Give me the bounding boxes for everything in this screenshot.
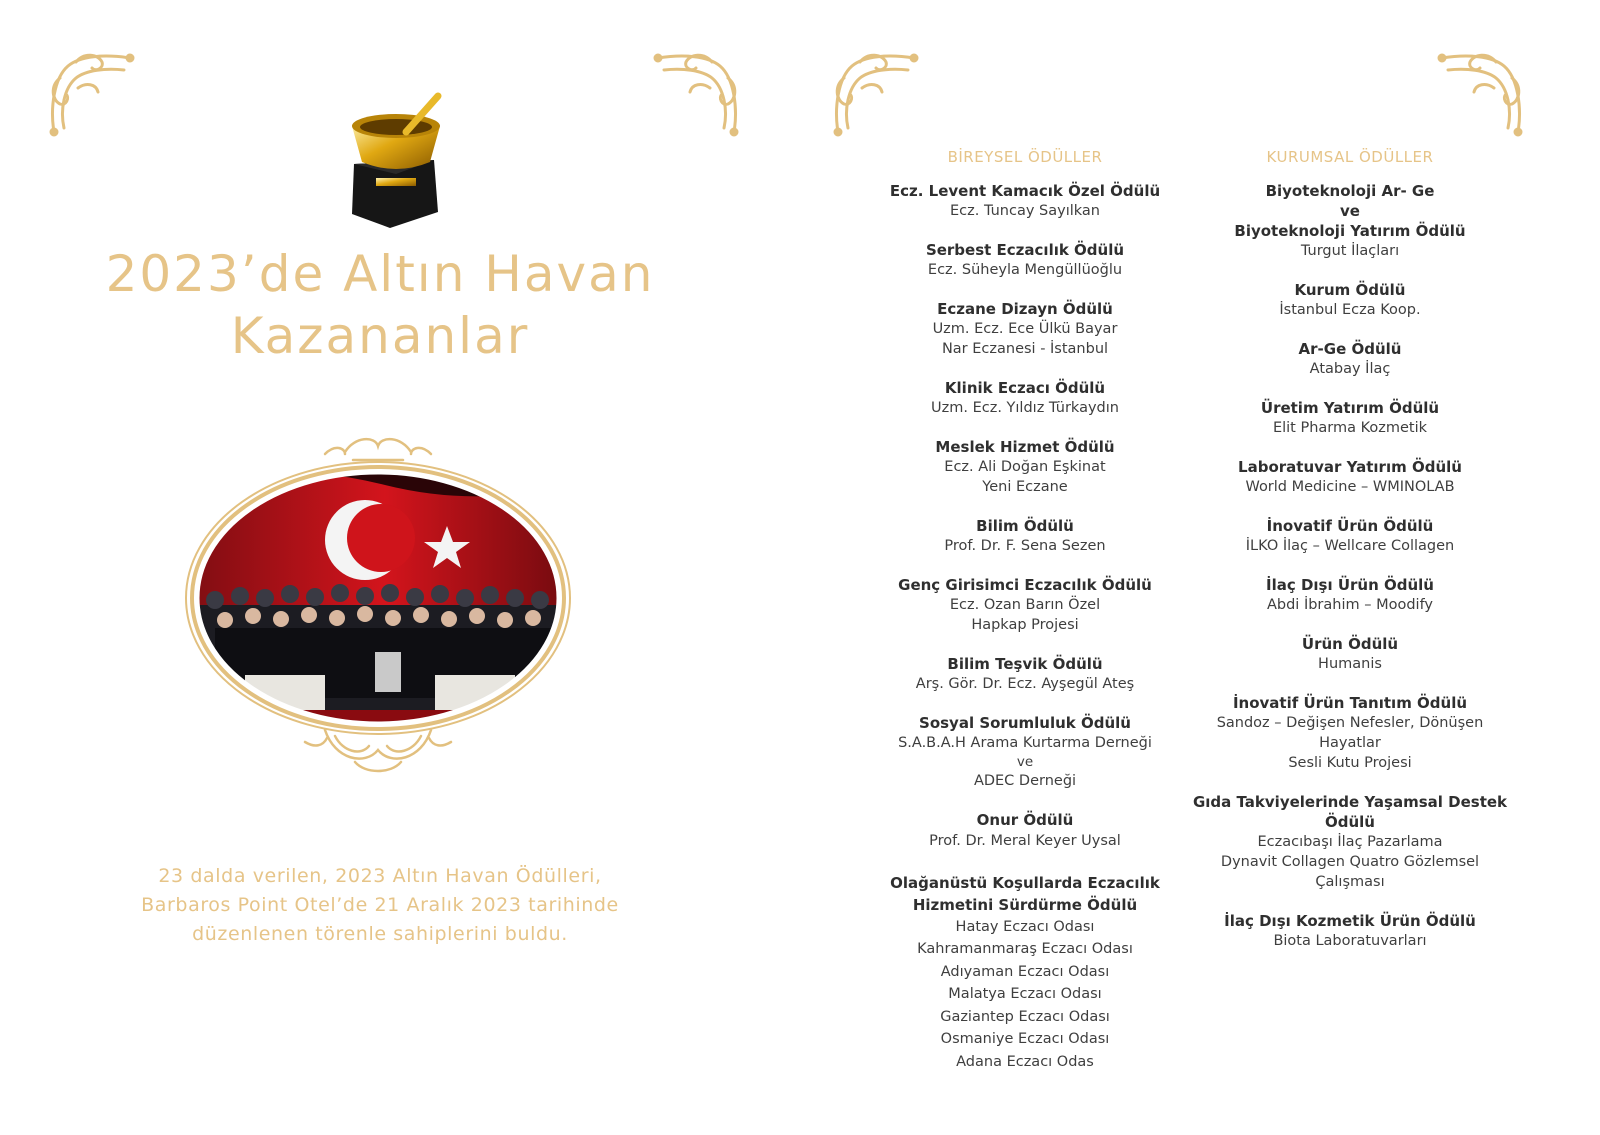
award-item	[1190, 280, 1510, 320]
award-title: Ürün Ödülü	[1301, 635, 1399, 653]
award-item	[880, 240, 1170, 280]
award-recipient: Elit Pharma Kozmetik	[1272, 420, 1428, 436]
award-item	[1190, 457, 1510, 497]
award-recipient: Ecz. Ali Doğan Eşkinat	[944, 459, 1106, 475]
award-item	[1190, 634, 1510, 674]
intro-line: Barbaros Point Otel’de 21 Aralık 2023 tarihinde	[141, 894, 619, 916]
title-line: Kazananlar	[230, 307, 530, 365]
award-recipient: Adıyaman Eczacı Odası	[940, 963, 1110, 980]
award-title: İnovatif Ürün Tanıtım Ödülü	[1232, 694, 1468, 712]
corner-ornament-icon	[830, 48, 920, 138]
award-item	[880, 654, 1170, 694]
award-title: Olağanüstü Koşullarda Eczacılık Hizmetini Sürdürme Ödülü	[890, 873, 1160, 914]
award-recipient: Adana Eczacı Odas	[956, 1053, 1094, 1070]
award-recipient: Kahramanmaraş Eczacı Odası	[917, 941, 1133, 957]
award-item	[1190, 398, 1510, 438]
oval-ornate-frame-icon	[185, 430, 585, 780]
award-item	[880, 299, 1170, 359]
award-title: Klinik Eczacı Ödülü	[944, 379, 1106, 397]
award-title: ve	[1340, 202, 1360, 220]
award-title: Eczane Dizayn Ödülü	[937, 300, 1113, 318]
award-recipient: S.A.B.A.H Arama Kurtarma Derneği	[898, 735, 1152, 751]
award-recipient: Humanis	[1318, 656, 1382, 672]
award-recipient: Prof. Dr. F. Sena Sezen	[944, 538, 1106, 554]
award-title: Kurum Ödülü	[1294, 281, 1406, 299]
award-item	[880, 810, 1170, 853]
award-recipient: Sesli Kutu Projesi	[1288, 755, 1412, 771]
award-title: Onur Ödülü	[976, 811, 1074, 829]
award-recipient: Biota Laboratuvarları	[1273, 933, 1427, 949]
award-recipient: World Medicine – WMINOLAB	[1245, 479, 1455, 495]
award-title: Biyoteknoloji Ar- Ge	[1265, 182, 1435, 200]
award-recipient: Uzm. Ecz. Yıldız Türkaydın	[931, 400, 1119, 416]
award-item	[1190, 792, 1510, 892]
award-recipient: Dynavit Collagen Quatro Gözlemsel Çalışması	[1220, 854, 1480, 890]
corporate-awards-column	[1190, 147, 1510, 970]
corner-ornament-icon	[1436, 48, 1526, 138]
award-title: İnovatif Ürün Ödülü	[1266, 517, 1434, 535]
award-recipient: Uzm. Ecz. Ece Ülkü Bayar	[932, 321, 1118, 337]
award-recipient: Gaziantep Eczacı Odası	[940, 1008, 1110, 1025]
award-recipient: Eczacıbaşı İlaç Pazarlama	[1257, 834, 1443, 850]
award-item	[880, 872, 1170, 1074]
award-item	[1190, 516, 1510, 556]
award-title: Serbest Eczacılık Ödülü	[925, 241, 1125, 259]
award-recipient: Arş. Gör. Dr. Ecz. Ayşegül Ateş	[915, 676, 1135, 692]
award-title: Ar-Ge Ödülü	[1298, 340, 1402, 358]
award-recipient: İstanbul Ecza Koop.	[1279, 302, 1421, 318]
intro-line: 23 dalda verilen, 2023 Altın Havan Ödülleri,	[158, 865, 602, 887]
corner-ornament-icon	[652, 48, 742, 138]
award-recipient: Ecz. Süheyla Mengüllüoğlu	[927, 262, 1123, 278]
award-item	[880, 575, 1170, 635]
golden-mortar-trophy-icon	[346, 92, 446, 232]
award-item	[880, 437, 1170, 497]
award-title: Bilim Teşvik Ödülü	[947, 655, 1103, 673]
intro-text	[120, 862, 640, 949]
award-title: Meslek Hizmet Ödülü	[935, 438, 1115, 456]
intro-line: düzenlenen törenle sahiplerini buldu.	[192, 923, 568, 945]
award-title: Biyoteknoloji Yatırım Ödülü	[1234, 222, 1466, 240]
award-title: Bilim Ödülü	[976, 517, 1074, 535]
award-recipient: Nar Eczanesi - İstanbul	[941, 341, 1109, 357]
column-heading: BİREYSEL ÖDÜLLER	[947, 148, 1103, 166]
award-recipient: Osmaniye Eczacı Odası	[940, 1031, 1110, 1047]
award-title: Ecz. Levent Kamacık Özel Ödülü	[889, 182, 1161, 200]
award-item	[880, 516, 1170, 556]
award-item	[880, 181, 1170, 221]
award-conjunction: ve	[1016, 754, 1034, 770]
award-item	[880, 378, 1170, 418]
award-item	[1190, 693, 1510, 773]
award-recipient: Prof. Dr. Meral Keyer Uysal	[929, 833, 1121, 849]
award-recipient: Ecz. Tuncay Sayılkan	[950, 203, 1100, 219]
award-recipient: Ecz. Ozan Barın Özel	[949, 597, 1101, 613]
award-title: Üretim Yatırım Ödülü	[1260, 399, 1440, 417]
award-recipient: Hatay Eczacı Odası	[955, 918, 1095, 935]
award-title: Laboratuvar Yatırım Ödülü	[1238, 458, 1462, 476]
award-item	[1190, 575, 1510, 615]
award-title: İlaç Dışı Kozmetik Ürün Ödülü	[1224, 912, 1476, 930]
award-item	[1190, 339, 1510, 379]
award-recipient: Abdi İbrahim – Moodify	[1266, 597, 1434, 613]
award-title: İlaç Dışı Ürün Ödülü	[1266, 576, 1434, 594]
award-recipient: Yeni Eczane	[982, 479, 1068, 495]
award-title: Genç Girisimci Eczacılık Ödülü	[898, 576, 1152, 594]
corner-ornament-icon	[46, 48, 136, 138]
award-item	[1190, 181, 1510, 261]
award-recipient: Malatya Eczacı Odası	[948, 986, 1102, 1002]
award-recipient: Turgut İlaçları	[1300, 243, 1400, 259]
award-recipient: Sandoz – Değişen Nefesler, Dönüşen Hayatlar	[1216, 715, 1484, 751]
award-item	[1190, 911, 1510, 951]
award-title: Sosyal Sorumluluk Ödülü	[919, 714, 1131, 732]
column-heading: KURUMSAL ÖDÜLLER	[1266, 148, 1434, 166]
award-recipient: Hapkap Projesi	[971, 617, 1079, 633]
award-recipient: ADEC Derneği	[973, 773, 1077, 789]
individual-awards-column	[880, 147, 1170, 1092]
title-line: 2023’de Altın Havan	[105, 245, 655, 303]
award-recipient: İLKO İlaç – Wellcare Collagen	[1245, 538, 1455, 554]
award-recipient: Atabay İlaç	[1309, 361, 1391, 377]
award-title: Gıda Takviyelerinde Yaşamsal Destek Ödülü	[1192, 793, 1508, 831]
page-title	[100, 243, 660, 367]
award-item	[880, 713, 1170, 791]
